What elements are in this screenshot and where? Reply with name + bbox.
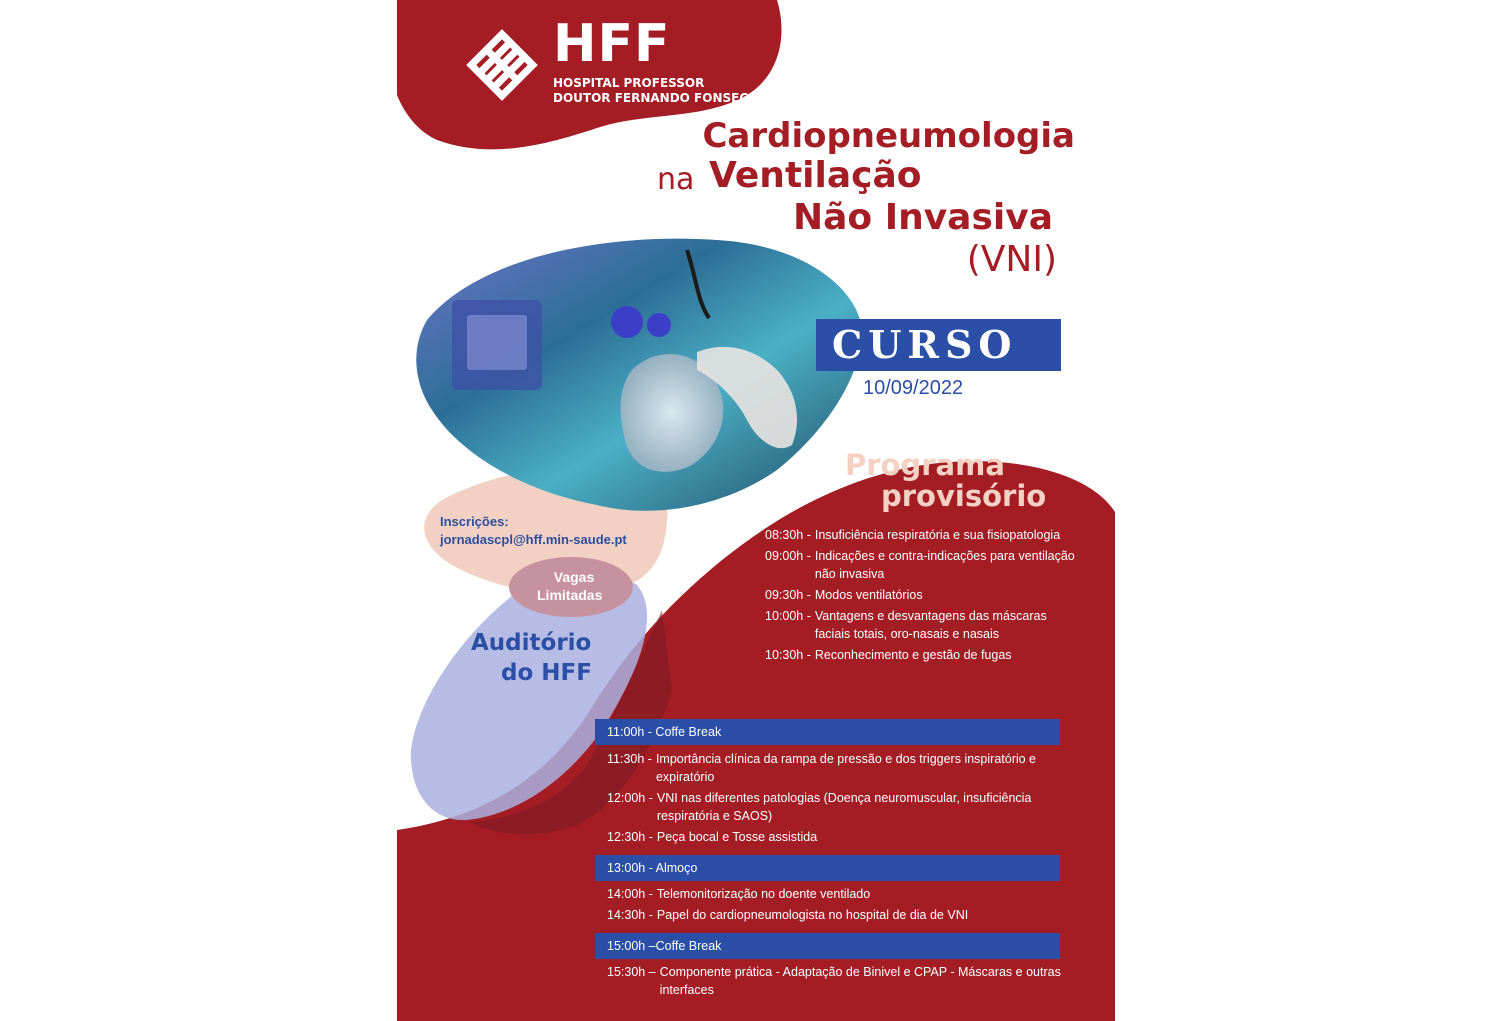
program-item bbox=[765, 526, 1075, 544]
title-line2-prefix: na bbox=[657, 162, 695, 197]
program-title-line2: provisório bbox=[881, 479, 1047, 513]
poster bbox=[397, 0, 1115, 1021]
lunch-band: 13:00h - Almoço bbox=[595, 855, 1060, 881]
program-item bbox=[607, 750, 1067, 786]
program-item-time: 09:00h - bbox=[765, 549, 811, 563]
program-item-desc: Peça bocal e Tosse assistida bbox=[656, 830, 818, 844]
program-item-time: 10:30h - bbox=[765, 648, 811, 662]
program-item-desc: Modos ventilatórios bbox=[814, 588, 923, 602]
program-item-desc: Importância clínica da rampa de pressão e dos triggers inspiratório e expiratório bbox=[655, 752, 1037, 784]
program-item-time: 12:00h - bbox=[607, 791, 653, 805]
program-item-desc: Componente prática - Adaptação de Binivel e CPAP - Máscaras e outras interfaces bbox=[659, 965, 1061, 997]
program-title-line1: Programa bbox=[845, 448, 1005, 482]
title-line3: Não Invasiva bbox=[793, 197, 1053, 238]
program-item-time: 11:30h - bbox=[607, 752, 652, 766]
program-item-time: 08:30h - bbox=[765, 528, 811, 542]
break-band-2: 15:00h –Coffe Break bbox=[595, 933, 1060, 959]
registration-label: Inscrições: bbox=[440, 514, 509, 529]
program-item-desc: Vantagens e desvantagens das máscaras faciais totais, oro-nasais e nasais bbox=[814, 609, 1047, 641]
program-item bbox=[765, 547, 1075, 583]
title-line1: Cardiopneumologia bbox=[702, 116, 1075, 156]
break-band-1: 11:00h - Coffe Break bbox=[595, 719, 1060, 745]
logo-subtitle-line1: HOSPITAL PROFESSOR bbox=[553, 76, 705, 90]
program-item bbox=[607, 963, 1067, 999]
program-item-time: 12:30h - bbox=[607, 830, 653, 844]
program-item bbox=[607, 885, 1067, 903]
program-item bbox=[607, 789, 1067, 825]
course-label: CURSO bbox=[832, 322, 1018, 367]
program-list-late-morning bbox=[607, 750, 1067, 849]
program-item-time: 09:30h - bbox=[765, 588, 811, 602]
program-item-desc: Telemonitorização no doente ventilado bbox=[656, 887, 871, 901]
program-list-morning bbox=[765, 526, 1075, 667]
program-item-time: 14:30h - bbox=[607, 908, 653, 922]
program-item-desc: VNI nas diferentes patologias (Doença neuromuscular, insuficiência respiratória e SAOS) bbox=[656, 791, 1032, 823]
program-list-practical bbox=[607, 963, 1067, 1002]
venue-line1: Auditório bbox=[471, 630, 592, 656]
program-item bbox=[765, 607, 1075, 643]
program-item-desc: Reconhecimento e gestão de fugas bbox=[814, 648, 1012, 662]
logo-name: HFF bbox=[553, 14, 671, 74]
program-item bbox=[607, 828, 1067, 846]
course-date: 10/09/2022 bbox=[863, 377, 964, 399]
hff-logo-icon bbox=[461, 24, 543, 106]
venue-line2: do HFF bbox=[501, 660, 592, 686]
program-item bbox=[765, 646, 1075, 664]
program-item-desc: Papel do cardiopneumologista no hospital de dia de VNI bbox=[656, 908, 969, 922]
program-item-desc: Insuficiência respiratória e sua fisiopatologia bbox=[814, 528, 1061, 542]
program-item-desc: Indicações e contra-indicações para ventilação não invasiva bbox=[814, 549, 1075, 581]
program-list-afternoon bbox=[607, 885, 1067, 927]
title-line2: Ventilação bbox=[709, 155, 922, 196]
program-item-time: 14:00h - bbox=[607, 887, 653, 901]
program-item-time: 15:30h – bbox=[607, 965, 656, 979]
program-item bbox=[607, 906, 1067, 924]
vagas-line1: Vagas bbox=[553, 569, 595, 585]
program-item-time: 10:00h - bbox=[765, 609, 811, 623]
logo-subtitle-line2: DOUTOR FERNANDO FONSECA bbox=[553, 91, 758, 105]
registration-email: jornadascpl@hff.min-saude.pt bbox=[440, 532, 627, 547]
program-item bbox=[765, 586, 1075, 604]
vagas-line2: Limitadas bbox=[537, 587, 603, 603]
title-line4: (VNI) bbox=[966, 239, 1057, 280]
photo-connector bbox=[611, 306, 643, 338]
